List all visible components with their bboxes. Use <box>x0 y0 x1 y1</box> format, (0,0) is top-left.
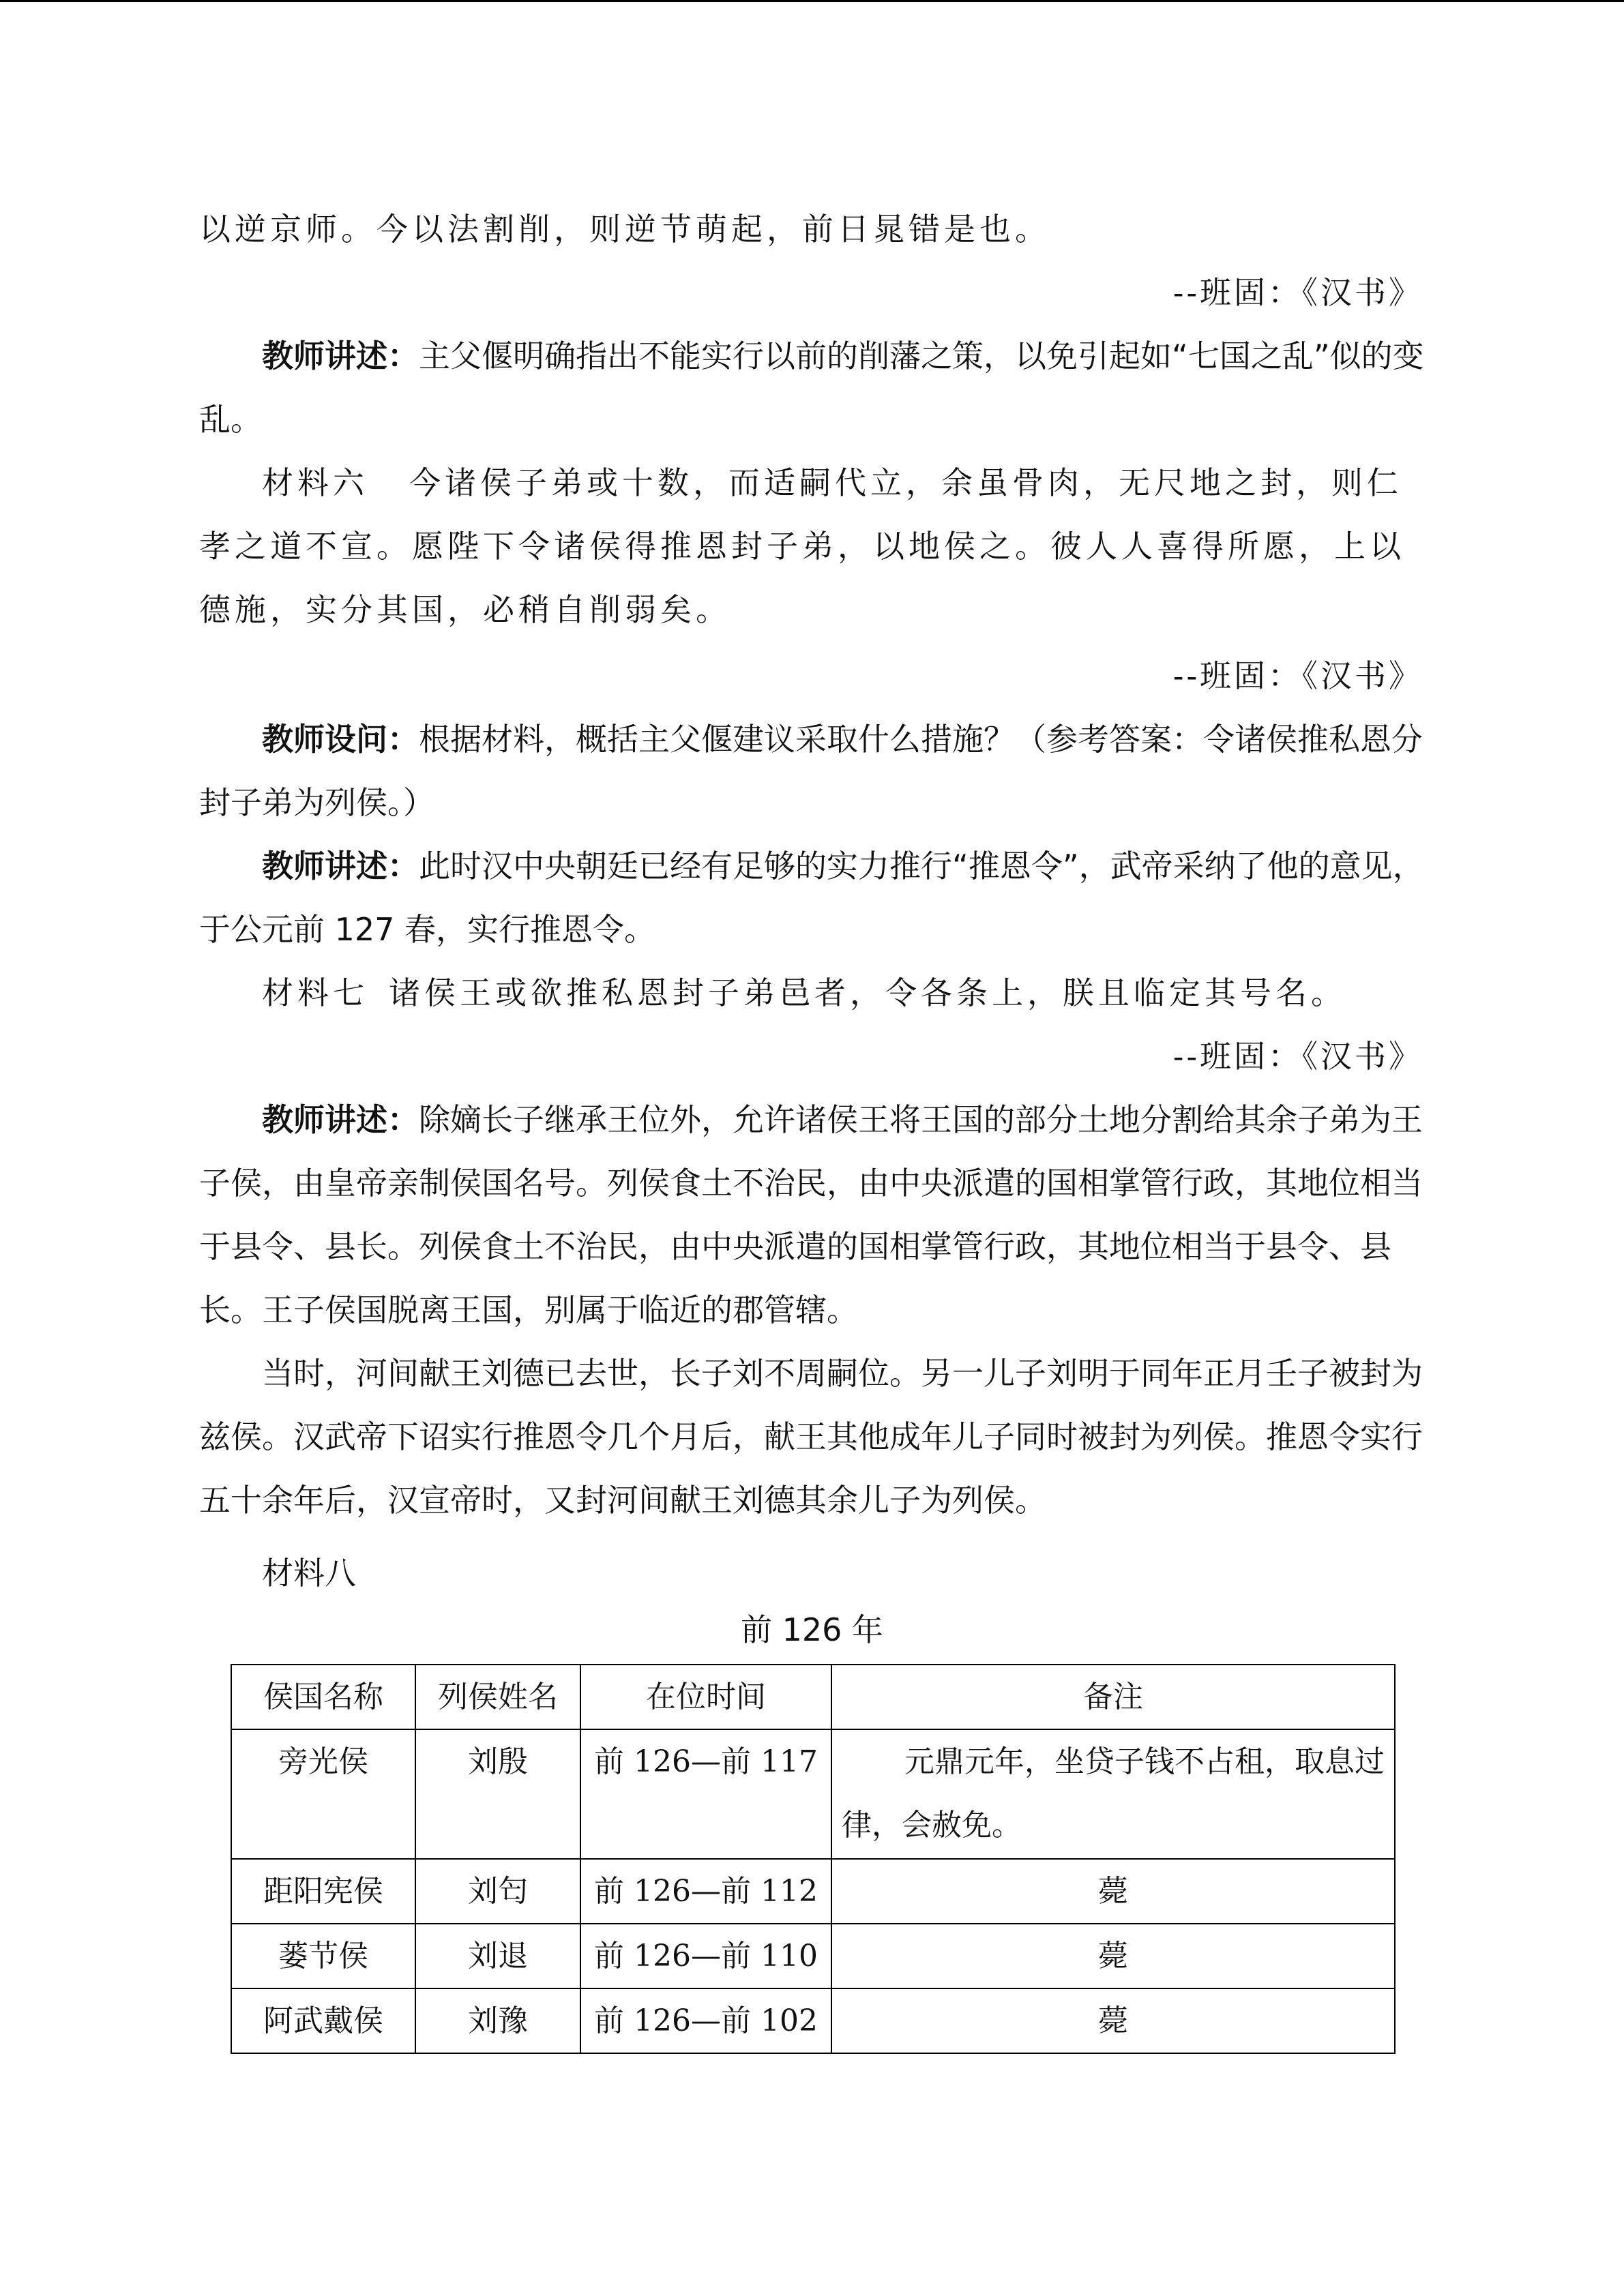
source-citation-2: --班固：《汉书》 <box>1172 657 1423 694</box>
material-seven <box>199 961 1427 1025</box>
material-label: 材料六 <box>262 464 368 501</box>
cell-note: 薨 <box>831 1859 1395 1924</box>
cell-note: 元鼎元年，坐贷子钱不占租，取息过律，会赦免。 <box>831 1729 1395 1859</box>
cell-tenure: 前 126—前 102 <box>580 1988 831 2053</box>
question-label: 教师设问： <box>262 721 419 758</box>
material-text: 诸侯王或欲推私恩封子弟邑者，令各条上，朕且临定其号名。 <box>389 974 1346 1011</box>
cell-marquis-name: 刘殷 <box>415 1729 580 1859</box>
cell-tenure: 前 126—前 112 <box>580 1859 831 1924</box>
narration-label: 教师讲述： <box>262 848 419 884</box>
narration-label: 教师讲述： <box>262 1101 419 1138</box>
cell-state-name: 阿武戴侯 <box>231 1988 415 2053</box>
material-six <box>199 451 1427 642</box>
table-row <box>231 1924 1395 1988</box>
cell-marquis-name: 刘豫 <box>415 1988 580 2053</box>
material-eight-label: 材料八 <box>262 1555 356 1592</box>
teacher-question <box>199 708 1427 835</box>
teacher-narration-1 <box>199 325 1427 451</box>
header-cell: 在位时间 <box>580 1665 831 1729</box>
marquis-table <box>231 1664 1396 2054</box>
teacher-narration-2 <box>199 835 1427 961</box>
question-text: 根据材料，概括主父偃建议采取什么措施？（参考答案：令诸侯推私恩分封子弟为列侯。） <box>199 721 1423 821</box>
cell-marquis-name: 刘退 <box>415 1924 580 1988</box>
cell-state-name: 距阳宪侯 <box>231 1859 415 1924</box>
header-cell: 列侯姓名 <box>415 1665 580 1729</box>
cell-state-name: 蒌节侯 <box>231 1924 415 1988</box>
cell-note: 薨 <box>831 1988 1395 2053</box>
header-cell: 备注 <box>831 1665 1395 1729</box>
teacher-narration-3 <box>199 1088 1427 1342</box>
narration-text: 此时汉中央朝廷已经有足够的实力推行“推恩令”，武帝采纳了他的意见，于公元前 127 春，实行推恩令。 <box>199 848 1424 948</box>
table-row <box>231 1729 1395 1859</box>
cell-tenure: 前 126—前 117 <box>580 1729 831 1859</box>
header-cell: 侯国名称 <box>231 1665 415 1729</box>
material-text: 今诸侯子弟或十数，而适嗣代立，余虽骨肉，无尺地之封，则仁孝之道不宣。愿陛下令诸侯得推恩封子弟，以地侯之。彼人人喜得所愿，上以德施，实分其国，必稍自削弱矣。 <box>199 464 1405 628</box>
table-row <box>231 1859 1395 1924</box>
narration-text: 除嫡长子继承王位外，允许诸侯王将王国的部分土地分割给其余子弟为王子侯，由皇帝亲制侯国名号。列侯食土不治民，由中央派遣的国相掌管行政，其地位相当于县令、县长。列侯食土不治民，由中央派遣的国相掌管行政，其地位相当于县令、县长。王子侯国脱离王国，别属于临近的郡管辖。 <box>199 1101 1423 1328</box>
paragraph-continuation: 以逆京师。今以法割削，则逆节萌起，前日晁错是也。 <box>199 211 1050 248</box>
cell-marquis-name: 刘匄 <box>415 1859 580 1924</box>
material-label: 材料七 <box>262 974 368 1011</box>
teacher-narration-4: 当时，河间献王刘德已去世，长子刘不周嗣位。另一儿子刘明于同年正月壬子被封为兹侯。汉武帝下诏实行推恩令几个月后，献王其他成年儿子同时被封为列侯。推恩令实行五十余年后，汉宣帝时，又封河间献王刘德其余儿子为列侯。 <box>199 1355 1423 1519</box>
cell-tenure: 前 126—前 110 <box>580 1924 831 1988</box>
table-row <box>231 1988 1395 2053</box>
source-citation-3: --班固：《汉书》 <box>1172 1038 1423 1075</box>
table-header-row <box>231 1665 1395 1729</box>
cell-note: 薨 <box>831 1924 1395 1988</box>
cell-state-name: 旁光侯 <box>231 1729 415 1859</box>
narration-text: 主父偃明确指出不能实行以前的削藩之策，以免引起如“七国之乱”似的变乱。 <box>199 338 1424 438</box>
narration-label: 教师讲述： <box>262 338 419 374</box>
table-caption: 前 126 年 <box>740 1611 884 1648</box>
source-citation-1: --班固：《汉书》 <box>1172 274 1423 311</box>
